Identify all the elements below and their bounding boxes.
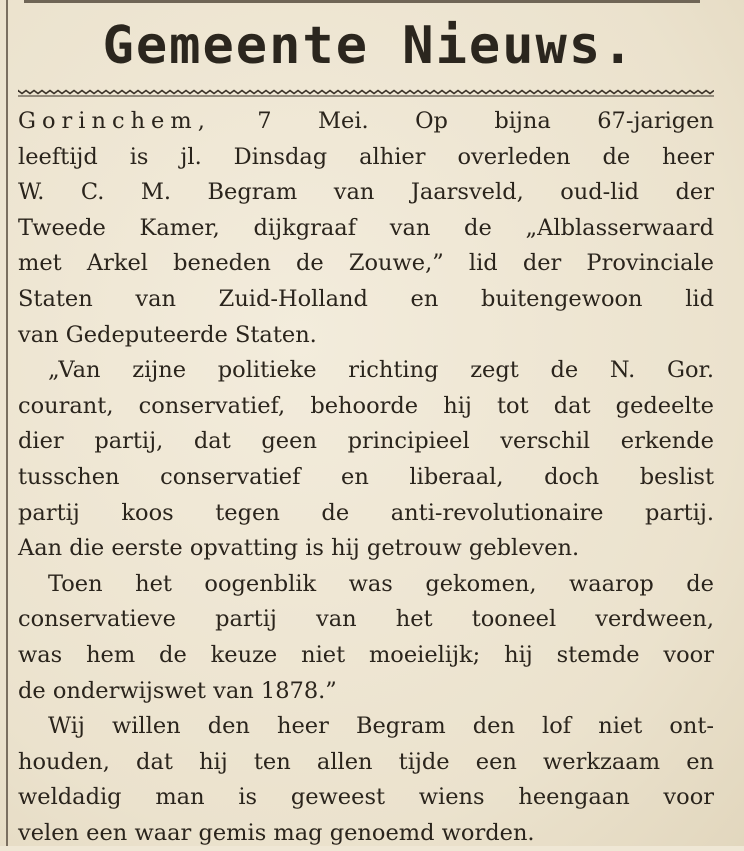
column-border: [6, 0, 8, 846]
article-line: conservatieve partij van het tooneel verdween,: [18, 606, 714, 633]
article-line: was hem de keuze niet moeielijk; hij stemde voor: [18, 641, 714, 668]
article-line: velen een waar gemis mag genoemd worden.: [18, 819, 535, 846]
article-line: de onderwijswet van 1878.”: [18, 677, 337, 704]
article-line: „Van zijne politieke richting zegt de N. Gor.: [48, 357, 714, 384]
article-line: Aan die eerste opvatting is hij getrouw gebleven.: [18, 535, 580, 562]
article-line: dier partij, dat geen principieel verschil erkende: [18, 428, 714, 455]
article-line: van Gedeputeerde Staten.: [18, 321, 317, 348]
dateline-place: Gorinchem,: [18, 108, 211, 134]
article-line: Toen het oogenblik was gekomen, waarop de: [48, 570, 714, 597]
article-line: houden, dat hij ten allen tijde een werkzaam en: [18, 748, 714, 775]
news-article: [18, 104, 714, 851]
article-line: Wij willen den heer Begram den lof niet ont-: [48, 713, 714, 740]
section-headline: Gemeente Nieuws.: [102, 16, 636, 76]
decorative-wavy-rule: [18, 89, 714, 97]
top-border-rule: [24, 0, 700, 3]
article-line: tusschen conservatief en liberaal, doch beslist: [18, 463, 714, 490]
article-line: partij koos tegen de anti-revolutionaire partij.: [18, 499, 714, 526]
article-line: Staten van Zuid-Holland en buitengewoon lid: [18, 285, 714, 312]
article-line: courant, conservatief, behoorde hij tot dat gedeelte: [18, 392, 714, 419]
article-line: W. C. M. Begram van Jaarsveld, oud-lid der: [18, 179, 714, 206]
article-line: Tweede Kamer, dijkgraaf van de „Alblasserwaard: [18, 214, 714, 241]
article-line: weldadig man is geweest wiens heengaan voor: [18, 784, 714, 811]
article-line: Gorinchem, 7 Mei. Op bijna 67-jarigen: [18, 108, 714, 134]
article-line: met Arkel beneden de Zouwe,” lid der Provinciale: [18, 250, 714, 277]
article-line: leeftijd is jl. Dinsdag alhier overleden de heer: [18, 143, 714, 170]
